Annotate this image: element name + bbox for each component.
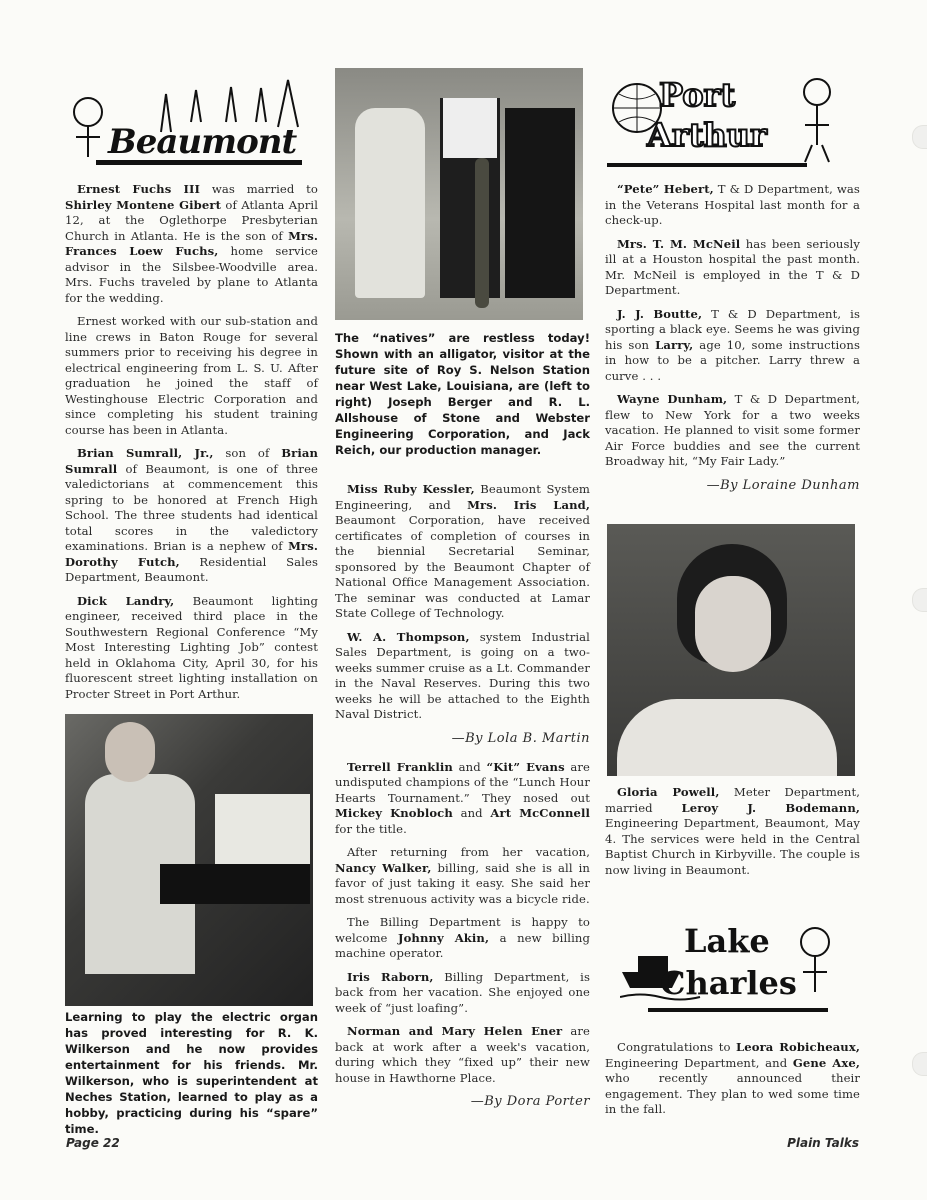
byline-loraine-dunham: —By Loraine Dunham [706,477,860,493]
name-highlight: Mickey Knobloch [335,806,453,820]
article-paragraph [605,307,860,385]
paragraph-text: Beaumont System Engineering, and [335,482,590,512]
name-highlight: Iris Raborn, [347,969,434,984]
alligator-photo [335,68,583,320]
name-highlight: “Kit” Evans [486,759,565,774]
name-highlight: Norman and Mary Helen Ener [347,1024,563,1038]
byline-lola-martin: —By Lola B. Martin [451,730,590,746]
paragraph-text: system Industrial Sales Department, is going on a two-weeks summer cruise as a Lt. Commander in the Naval Reserves. During this two weeks he will be attached to the Eighth Naval District. [335,629,590,721]
paragraph-text: Congratulations to [617,1040,737,1054]
article-paragraph [335,915,590,962]
name-highlight: J. J. Boutte, [617,306,703,321]
col3-articles-c [605,1040,860,1118]
paragraph-text: and [452,806,491,820]
paragraph-text: T & D Department, is sporting a black eye. Seems he was giving his son [605,306,861,352]
port-arthur-logo [607,70,852,170]
article-paragraph [605,182,860,229]
name-highlight: Brian Sumrall [65,446,318,476]
paragraph-text: Beaumont Corporation, have received certificates of completion of courses in the biennial Secretarial Seminar, sponsored by the Beaumont Chapter of National Office Management Association. The seminar was conducted at Lamar State College of Technology. [335,513,590,620]
column-1 [65,182,318,710]
binder-hole [912,588,927,612]
paragraph-text: Beaumont lighting engineer, received third place in the Southwestern Regional Conference “My Most Interesting Lighting Job” contest held in Oklahoma City, April 30, for his fluorescent street lighting installation on Procter Street in Port Arthur. [65,593,318,701]
col2-articles-a [335,482,590,723]
article-paragraph [335,760,590,838]
paragraph-text: Residential Sales Department, Beaumont. [65,554,318,584]
paragraph-text: Engineering Department, Beaumont, May 4. The services were held in the Central Baptist Church in Kirbyville. The couple is now living in Beaumont. [605,816,860,877]
name-highlight: Miss Ruby Kessler, [347,482,475,496]
name-highlight: Gloria Powell, [617,785,720,799]
paragraph-text: has been seriously ill at a Houston hospital the past month. Mr. McNeil is employed in the T & D Department. [605,236,860,297]
name-highlight: Leora Robicheaux, [736,1040,860,1054]
organ-photo-caption: Learning to play the electric organ has proved interesting for R. K. Wilkerson and he now provides entertainment for his friends. Mr. Wilkerson, who is superintendent at Neches Station, learned to play as a hobby, practicing during his “spare” time. [65,1010,318,1136]
alligator-photo-caption: The “natives” are restless today! Shown with an alligator, visitor at the future site of Roy S. Nelson Station near West Lake, Louisiana, are (left to right) Joseph Berger and R. L. Allshouse of Stone and Webster Engineering Corporation, and Jack Reich, our production manager. [335,331,590,457]
column-2 [335,330,590,1123]
binder-hole [912,1052,927,1076]
paragraph-text: After returning from her vacation, [347,845,590,859]
paragraph-text: of Beaumont, is one of three valedictorians at commencement this spring to be honored at French High School. The three students had identical total scores in the valedictory examinations. Brian is a nephew of [65,461,318,553]
paragraph-text: home service advisor in the Silsbee-Woodville area. Mrs. Fuchs traveled by plane to Atlanta for the wedding. [65,244,319,305]
name-highlight: “Pete” Hebert, [617,182,714,196]
article-paragraph [605,1040,860,1118]
name-highlight: Nancy Walker, [335,860,432,875]
paragraph-text: T & D Department, was in the Veterans Hospital last month for a check-up. [605,182,860,227]
binder-hole [912,125,927,149]
name-highlight: Art McConnell [490,806,591,820]
paragraph-text: of Atlanta April 12, at the Oglethorpe Presbyterian Church in Atlanta. He is the son of [65,197,319,243]
paragraph-text: Meter Department, married [605,785,860,815]
name-highlight: Mrs. Iris Land, [467,497,590,512]
lake-charles-logo [620,912,852,1016]
article-paragraph [605,392,860,470]
name-highlight: Mrs. T. M. McNeil [617,236,741,251]
paragraph-text: billing, said she is all in favor of just taking it easy. She said her most strenuous activity was a bicycle ride. [335,860,590,906]
organ-player-photo [65,714,313,1006]
name-highlight: Mrs. Dorothy Futch, [65,539,318,569]
article-paragraph [65,594,318,703]
paragraph-text: The Billing Department is happy to welcome [335,915,590,945]
paragraph-text: are undisputed champions of the “Lunch Hour Hearts Tournament.” They nosed out [335,759,591,805]
paragraph-text: Billing Department, is back from her vacation. She enjoyed one week of “just loafing”. [335,969,590,1015]
name-highlight: Ernest Fuchs III [77,182,201,196]
article-paragraph [605,237,860,299]
port-arthur-logo-text-1: Port [659,76,736,114]
paragraph-text: a new billing machine operator. [335,930,590,960]
paragraph-text: for the title. [335,821,407,836]
article-paragraph [335,970,590,1017]
article-paragraph [335,845,590,907]
name-highlight: Larry, [655,337,694,352]
page-number: Page 22 [66,1136,120,1150]
paragraph-text: age 10, some instructions in how to be a pitcher. Larry threw a curve . . . [605,337,860,383]
column-3-lower [605,785,860,886]
name-highlight: Johnny Akin, [398,930,490,945]
name-highlight: W. A. Thompson, [347,629,470,644]
column-3-bottom [605,1040,860,1126]
publication-name: Plain Talks [787,1136,859,1150]
name-highlight: Leroy J. Bodemann, [681,800,860,815]
paragraph-text: who recently announced their engagement. They plan to wed some time in the fall. [605,1071,860,1116]
beaumont-logo [66,72,302,170]
article-paragraph [605,785,860,878]
paragraph-text: son of [213,446,282,460]
name-highlight: Mrs. Frances Loew Fuchs, [65,228,318,258]
gloria-powell-photo [607,524,855,776]
paragraph-text: are back at work after a week's vacation, during which they “fixed up” their new house in Hawthorne Place. [335,1024,591,1085]
article-paragraph [335,482,590,622]
name-highlight: Dick Landry, [77,593,175,608]
lake-charles-logo-text-2: Charles [660,964,797,1002]
paragraph-text: Engineering Department, and [605,1055,793,1070]
port-arthur-logo-text-2: Arthur [647,116,767,154]
col2-articles-b [335,760,590,1087]
article-paragraph [65,182,318,306]
beaumont-logo-text: Beaumont [108,122,297,162]
paragraph-text: and [452,759,487,774]
column-3 [605,182,860,507]
name-highlight: Brian Sumrall, Jr., [77,446,214,460]
article-paragraph [65,446,318,586]
lake-charles-logo-text-1: Lake [684,922,770,960]
article-paragraph [335,630,590,723]
name-highlight: Shirley Montene Gibert [65,197,222,212]
paragraph-text: was married to [200,182,318,196]
name-highlight: Gene Axe, [792,1055,860,1070]
paragraph-text: Ernest worked with our sub-station and line crews in Baton Rouge for several summers prior to receiving his degree in electrical engineering from L. S. U. After graduation he joined the staff of Westinghouse Electric Corporation and since completing his student training course has been in Atlanta. [65,314,318,437]
byline-dora-porter: —By Dora Porter [470,1094,590,1109]
article-paragraph [335,1024,590,1086]
col3-articles-b [605,785,860,878]
col1-articles [65,182,318,702]
name-highlight: Wayne Dunham, [617,392,728,406]
paragraph-text: T & D Department, flew to New York for a two weeks vacation. He planned to visit some former Air Force buddies and see the current Broadway hit, “My Fair Lady.” [605,392,860,468]
col3-articles-a [605,182,860,470]
article-paragraph [65,314,318,438]
name-highlight: Terrell Franklin [347,759,453,774]
organ-caption-block [65,1009,318,1137]
